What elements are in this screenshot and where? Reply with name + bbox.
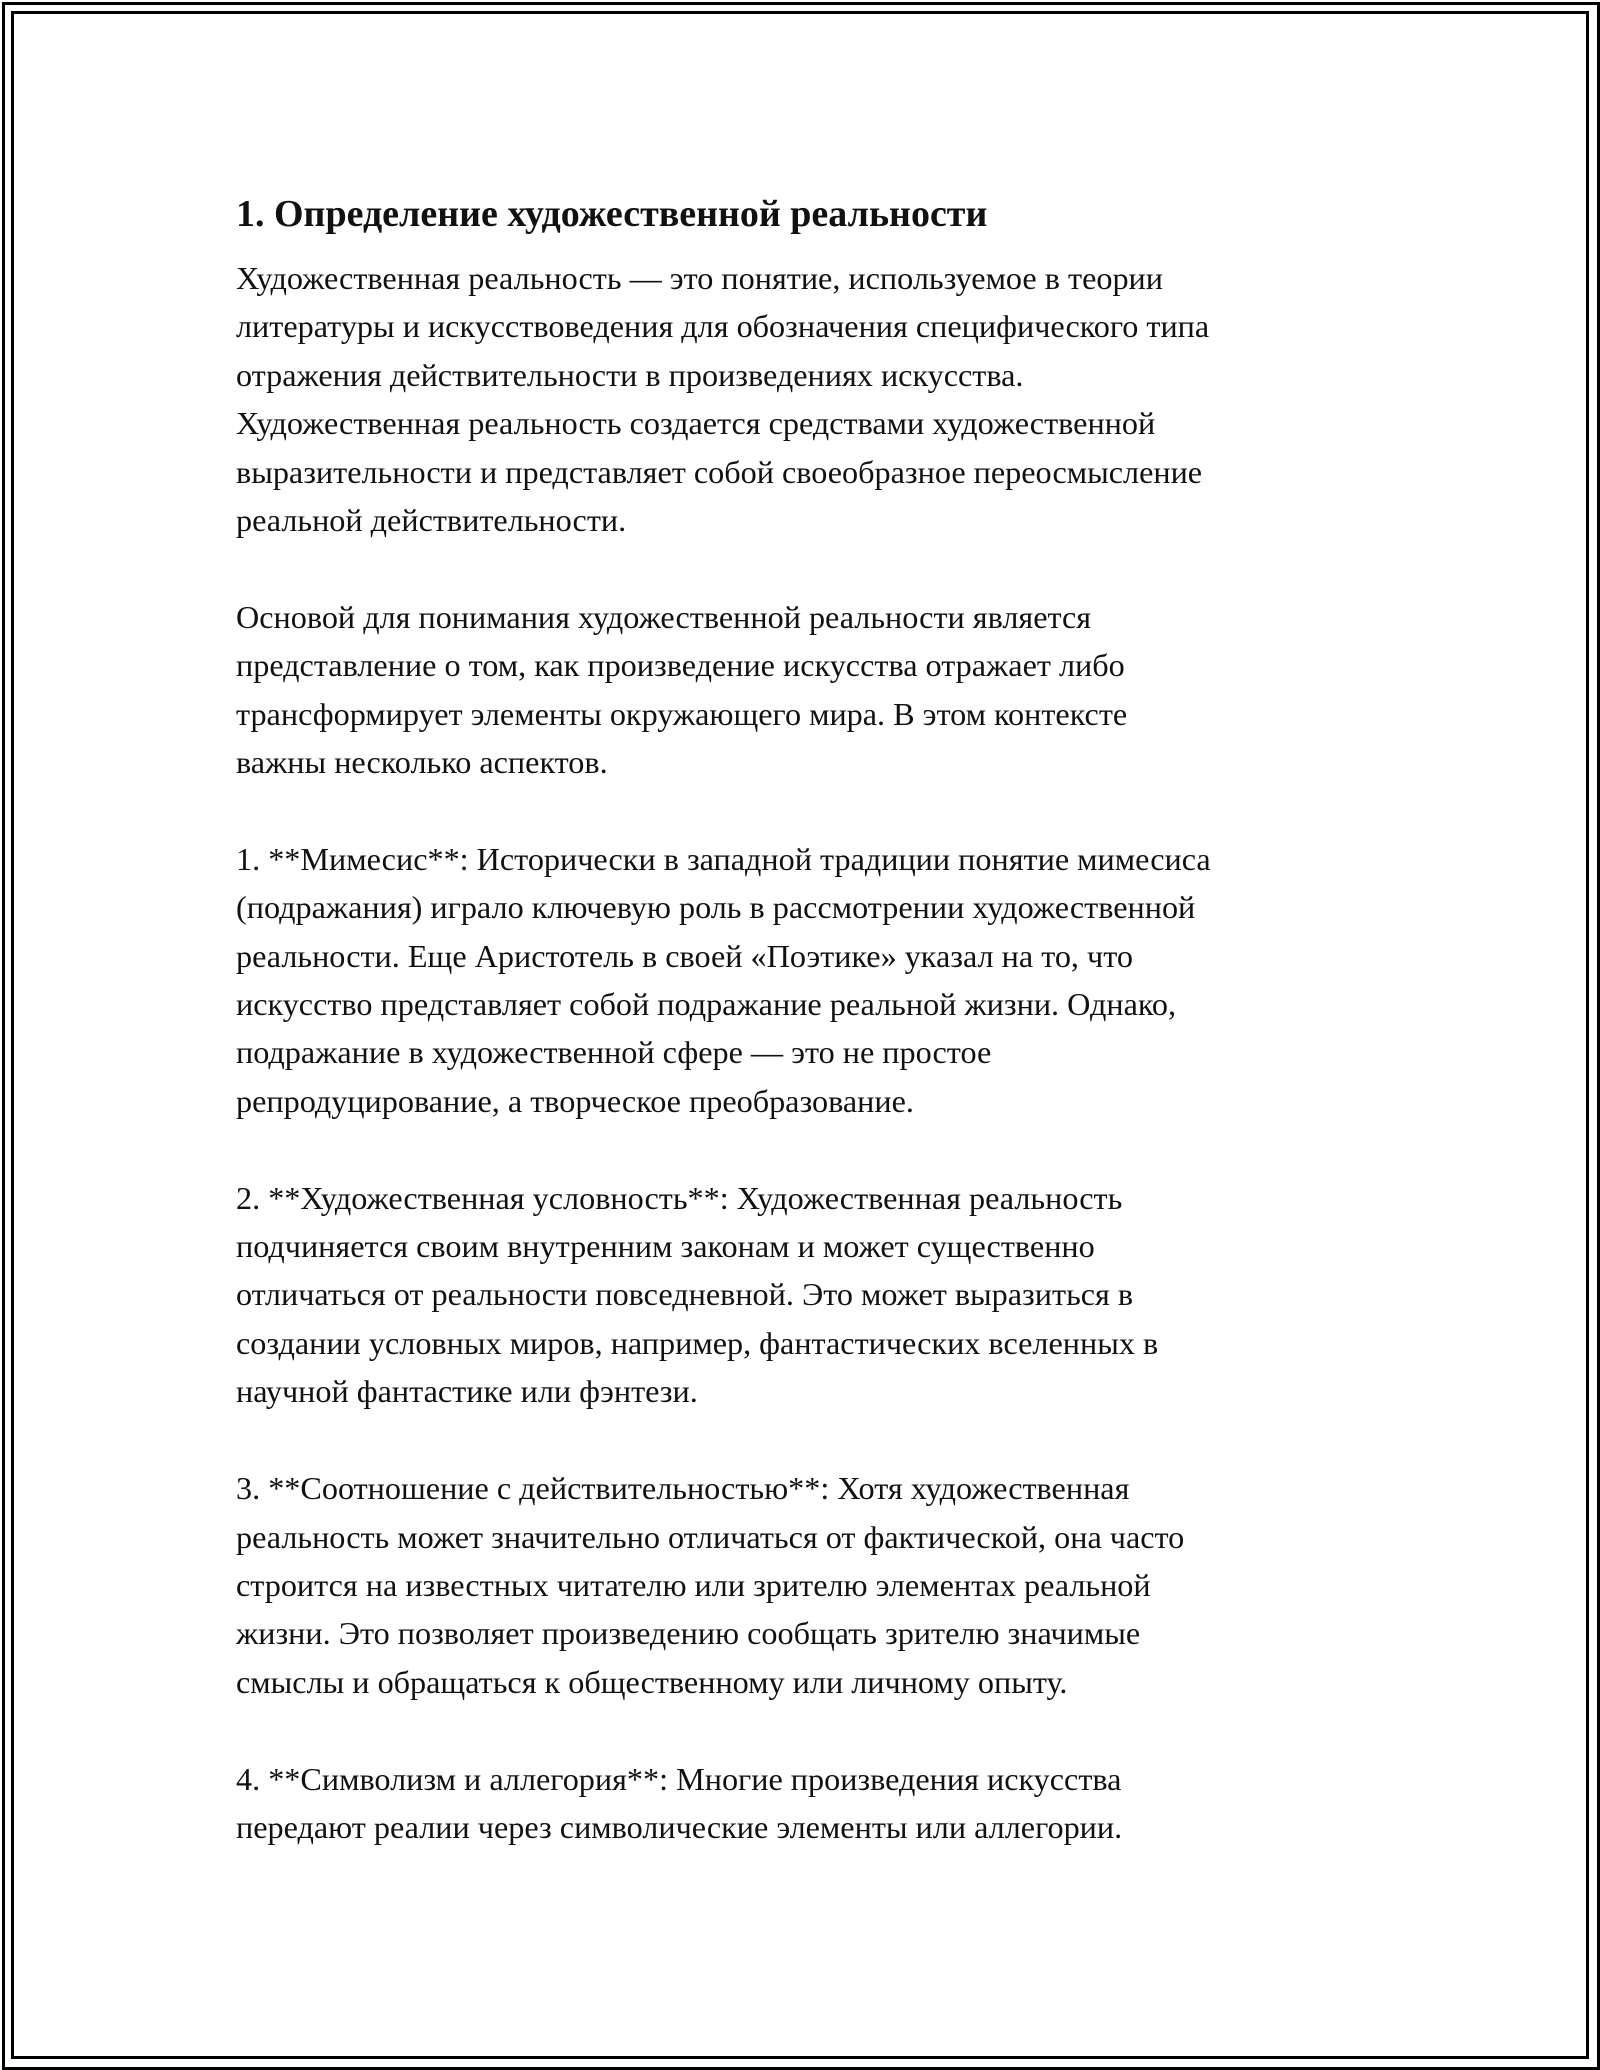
list-item-relation [236,1464,1416,1706]
text-line: создании условных миров, например, фантастических вселенных в [236,1324,1159,1361]
text-line: реальной действительности. [236,502,627,539]
text-line: искусство представляет собой подражание реальной жизни. Однако, [236,986,1177,1023]
text-line: жизни. Это позволяет произведению сообщать зрителю значимые [236,1615,1141,1652]
text-line: 4. **Символизм и аллегория**: Многие произведения искусства [236,1760,1122,1797]
text-line: научной фантастике или фэнтези. [236,1373,698,1410]
text-line: Художественная реальность — это понятие, используемое в теории [236,260,1163,296]
document-body [236,188,1416,1900]
text-line: строится на известных читателю или зрителю элементах реальной [236,1566,1151,1603]
text-line: репродуцирование, а творческое преобразование. [236,1082,914,1119]
text-line: (подражания) играло ключевую роль в рассмотрении художественной [236,889,1196,926]
text-line: Основой для понимания художественной реальности является [236,598,1092,635]
text-line: реальность может значительно отличаться от фактической, она часто [236,1518,1185,1555]
text-line: 2. **Художественная условность**: Художественная реальность [236,1179,1123,1216]
text-line: смыслы и обращаться к общественному или личному опыту. [236,1663,1068,1700]
text-line: отличаться от реальности повседневной. Это может выразиться в [236,1276,1134,1313]
text-line: отражения действительности в произведениях искусства. [236,356,1024,393]
text-line: важны несколько аспектов. [236,744,608,781]
text-line: представление о том, как произведение искусства отражает либо [236,647,1125,684]
list-item-mimesis [236,835,1416,1125]
text-line: выразительности и представляет собой своеобразное переосмысление [236,453,1203,490]
section-heading: 1. Определение художественной реальности [236,193,988,235]
text-line: подражание в художественной сфере — это не простое [236,1034,992,1071]
text-line: 3. **Соотношение с действительностью**: Хотя художественная [236,1470,1130,1507]
text-line: реальности. Еще Аристотель в своей «Поэтике» указал на то, что [236,937,1133,974]
text-line: литературы и искусствоведения для обозначения специфического типа [236,308,1210,345]
text-line: 1. **Мимесис**: Исторически в западной традиции понятие мимесиса [236,840,1211,877]
paragraph-definition [236,254,1416,544]
text-line: трансформирует элементы окружающего мира. В этом контексте [236,695,1128,732]
list-item-symbolism [236,1755,1416,1852]
list-item-convention [236,1174,1416,1416]
paragraph-basis [236,593,1416,787]
text-line: передают реалии через символические элементы или аллегории. [236,1808,1123,1845]
text-line: подчиняется своим внутренним законам и может существенно [236,1228,1095,1265]
text-line: Художественная реальность создается средствами художественной [236,405,1156,442]
